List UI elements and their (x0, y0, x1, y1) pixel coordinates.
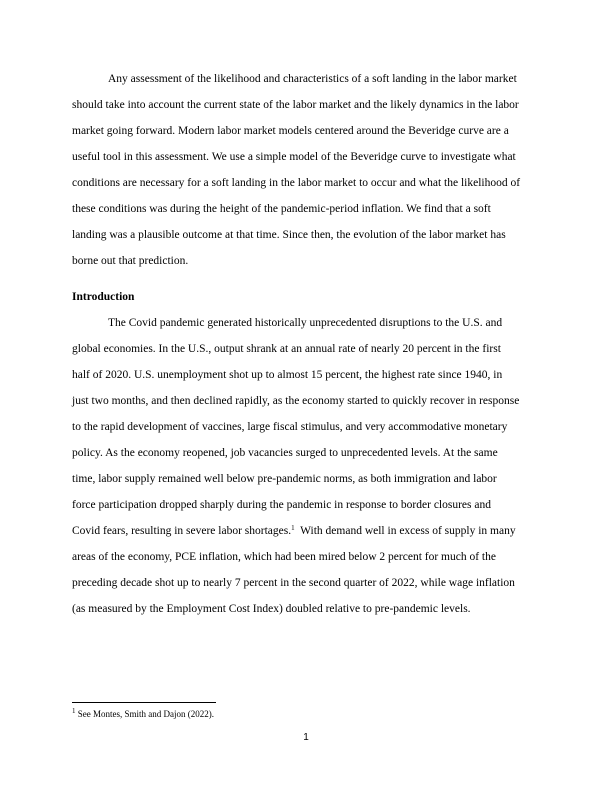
footnote-divider (72, 702, 216, 703)
footnote-text: See Montes, Smith and Dajon (2022). (75, 709, 214, 719)
intro-line-4: just two months, and then declined rapidly, as the economy started to quickly recover in response (72, 395, 520, 407)
intro-line-9-text: Covid fears, resulting in severe labor shortages. (72, 525, 292, 537)
intro-line-5: to the rapid development of vaccines, large fiscal stimulus, and very accommodative monetary (72, 421, 508, 433)
intro-line-1: The Covid pandemic generated historically unprecedented disruptions to the U.S. and (108, 317, 503, 329)
abstract-line-5: conditions are necessary for a soft landing in the labor market to occur and what the likelihood of (72, 177, 521, 189)
intro-line-8: force participation dropped sharply during the pandemic in response to border closures and (72, 499, 491, 511)
footnote-marker: 1 (72, 707, 76, 715)
intro-line-12: (as measured by the Employment Cost Index) doubled relative to pre-pandemic levels. (72, 603, 471, 615)
abstract-line-2: should take into account the current state of the labor market and the likely dynamics in the labor (72, 99, 519, 111)
intro-line-3: half of 2020. U.S. unemployment shot up to almost 15 percent, the highest rate since 1940, in (72, 369, 503, 381)
abstract-line-3: market going forward. Modern labor market models centered around the Beveridge curve are a (72, 125, 509, 137)
abstract-line-4: useful tool in this assessment. We use a simple model of the Beveridge curve to investigate what (72, 151, 516, 163)
intro-line-2: global economies. In the U.S., output shrank at an annual rate of nearly 20 percent in the first (72, 343, 501, 355)
intro-line-9 (72, 524, 542, 538)
intro-line-11: preceding decade shot up to nearly 7 percent in the second quarter of 2022, while wage inflation (72, 577, 515, 589)
section-heading: Introduction (72, 291, 135, 303)
abstract-line-6: these conditions was during the height of the pandemic-period inflation. We find that a soft (72, 203, 491, 215)
abstract-line-7: landing was a plausible outcome at that time. Since then, the evolution of the labor market has (72, 229, 506, 241)
intro-line-6: policy. As the economy reopened, job vacancies surged to unprecedented levels. At the same (72, 447, 498, 459)
abstract-line-1: Any assessment of the likelihood and characteristics of a soft landing in the labor market (108, 73, 517, 85)
page-number: 1 (303, 732, 309, 743)
footnote-reference[interactable]: 1 (291, 524, 295, 532)
intro-line-9-continuation: With demand well in excess of supply in many (294, 525, 516, 537)
abstract-line-8: borne out that prediction. (72, 255, 189, 267)
intro-line-7: time, labor supply remained well below pre-pandemic norms, as both immigration and labor (72, 473, 497, 485)
footnote (72, 709, 214, 720)
intro-line-10: areas of the economy, PCE inflation, which had been mired below 2 percent for much of the (72, 551, 496, 563)
